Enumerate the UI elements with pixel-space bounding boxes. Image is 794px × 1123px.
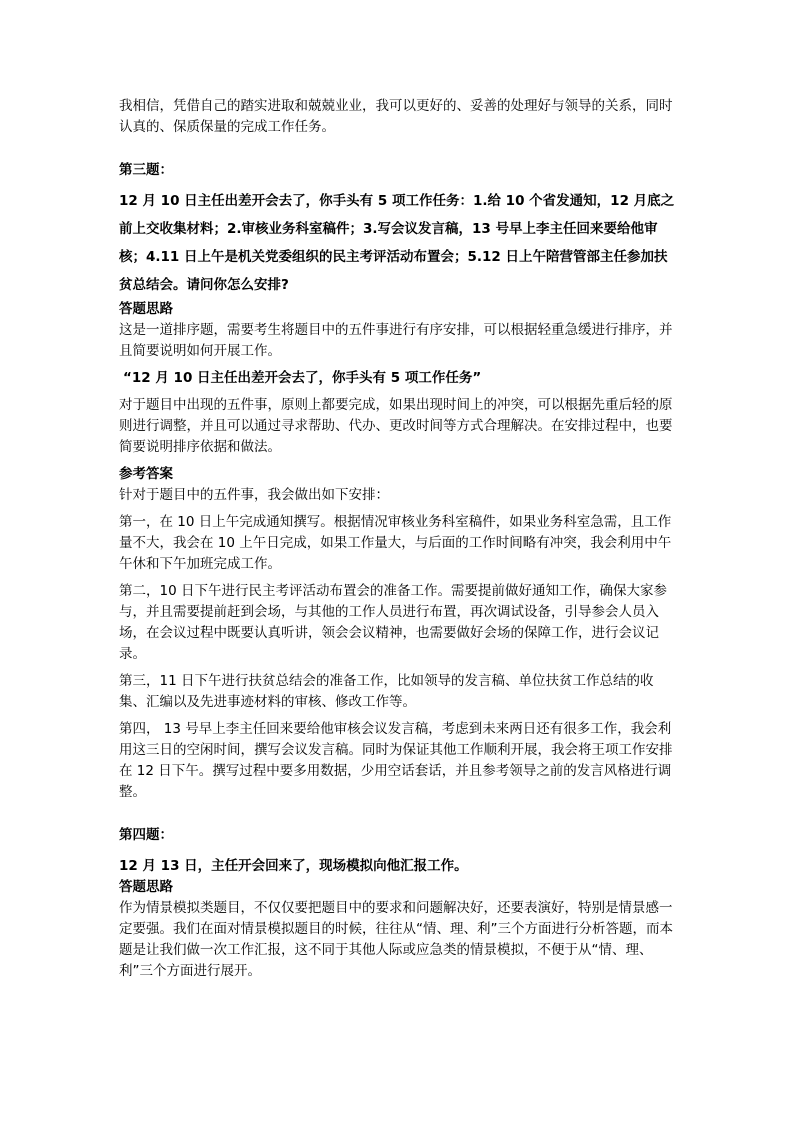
q3-heading: 第三题： — [119, 162, 173, 178]
q3-quote: “12 月 10 日主任出差开会去了，你手头有 5 项工作任务” — [123, 370, 482, 386]
q3-analysis-text: 对于题目中出现的五件事，原则上都要完成，如果出现时间上的冲突，可以根据先重后轻的原则进行调整，并且可以通过寻求帮助、代办、更改时间等方式合理解决。在安排过程中，也要简要说明排序依据和做法。 — [119, 397, 673, 455]
q3-answer-intro: 针对于题目中的五件事，我会做出如下安排： — [119, 487, 389, 503]
q3-approach-heading: 答题思路 — [119, 301, 173, 317]
q4-approach-heading: 答题思路 — [119, 879, 173, 895]
q3-answer-item-1: 第一，在 10 日上午完成通知撰写。根据情况审核业务科室稿件，如果业务科室急需，且工作量不大，我会在 10 上午日完成，如果工作量大，与后面的工作时间略有冲突，我会利用中午午休和下午加班完成工作。 — [119, 514, 672, 572]
q3-approach-text: 这是一道排序题，需要考生将题目中的五件事进行有序安排，可以根据轻重急缓进行排序，并且简要说明如何开展工作。 — [119, 322, 673, 359]
q3-answer-item-2: 第二，10 日下午进行民主考评活动布置会的准备工作。需要提前做好通知工作，确保大家参与，并且需要提前赶到会场，与其他的工作人员进行布置，再次调试设备，引导参会人员入场，在会议过程中既要认真听讲，领会会议精神，也需要做好会场的保障工作，进行会议记录。 — [119, 583, 667, 662]
q4-heading: 第四题： — [119, 827, 173, 843]
intro-paragraph: 我相信，凭借自己的踏实进取和兢兢业业，我可以更好的、妥善的处理好与领导的关系，同时认真的、保质保量的完成工作任务。 — [119, 98, 673, 135]
q3-answer-heading: 参考答案 — [119, 466, 173, 482]
q4-approach-text: 作为情景模拟类题目，不仅仅要把题目中的要求和问题解决好，还要表演好，特别是情景感一定要强。我们在面对情景模拟题目的时候，往往从“情、理、利”三个方面进行分析答题，而本题是让我们做一次工作汇报，这不同于其他人际或应急类的情景模拟，不便于从“情、理、利”三个方面进行展开。 — [119, 900, 673, 979]
q3-answer-item-3: 第三，11 日下午进行扶贫总结会的准备工作，比如领导的发言稿、单位扶贫工作总结的收集、汇编以及先进事迹材料的审核、修改工作等。 — [119, 673, 654, 710]
document-content — [119, 96, 679, 982]
q3-question: 12 月 10 日主任出差开会去了，你手头有 5 项工作任务：1.给 10 个省发通知，12 月底之前上交收集材料；2.审核业务科室稿件；3.写会议发言稿，13 号早上李主任回来要给他审核；4.11 日上午是机关党委组织的民主考评活动布置会；5.12 日上午陪营管部主任参加扶贫总结会。请问你怎么安排? — [119, 193, 675, 293]
q4-question: 12 月 13 日，主任开会回来了，现场模拟向他汇报工作。 — [119, 858, 468, 874]
q3-answer-item-4: 第四， 13 号早上李主任回来要给他审核会议发言稿，考虑到未来两日还有很多工作，我会利用这三日的空闲时间，撰写会议发言稿。同时为保证其他工作顺利开展，我会将王项工作安排在 12 日下午。撰写过程中要多用数据，少用空话套话，并且参考领导之前的发言风格进行调整。 — [119, 721, 673, 800]
